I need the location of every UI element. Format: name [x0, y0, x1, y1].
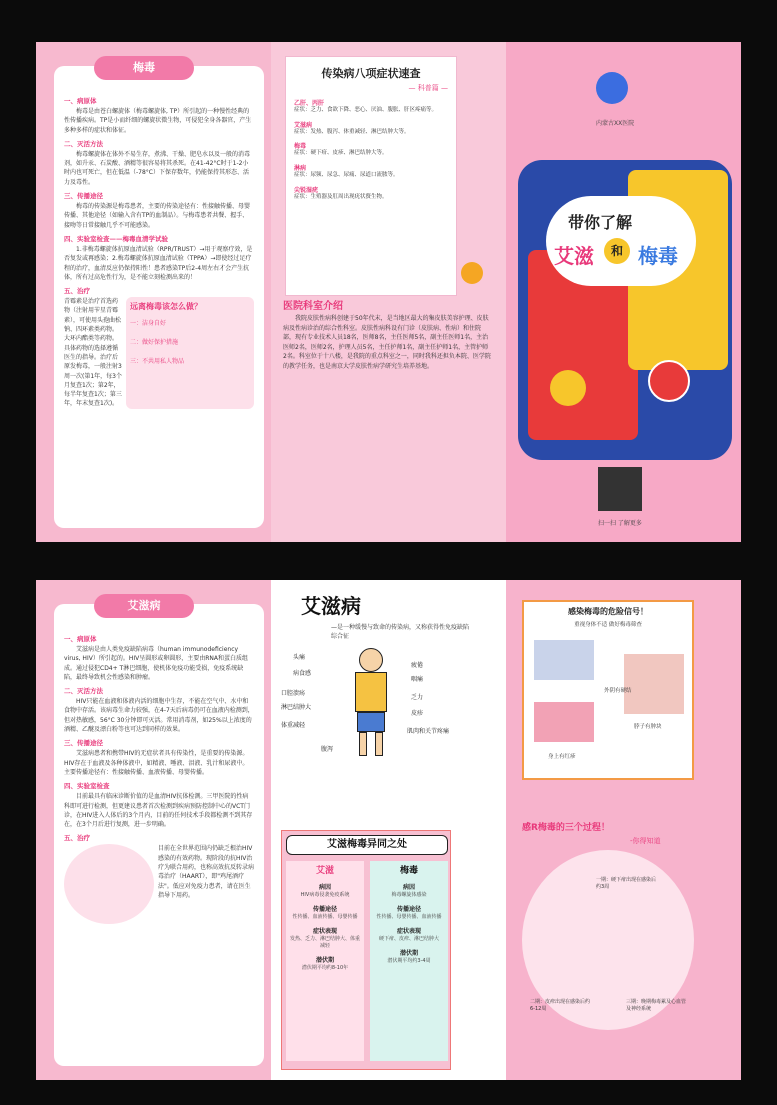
row-value: 硬下疳、皮疹、淋巴结肿大	[378, 936, 439, 942]
comparison-title: 艾滋梅毒异同之处	[286, 835, 448, 855]
hospital-intro-text: 我院皮肤性病科创建于50年代末，是当地区最大的集皮肤美容护理、皮肤病及性病诊治的综合性科室。皮肤性病科设有门诊（皮肤病、性病）和住院部，现有专业技术人员18名，医师8名，主任医师5名，副主任医师1名，主治医师2名，医师2名，护理人员5名，主任护师1名，副主任护师1名，主管护师2名。科室位于十八楼，是我院的重点科室之一，同时我科还担负本院、医学院的教学任务，也是南京大学皮肤性病学研究生培养基地。	[283, 315, 491, 370]
panel-cover	[506, 42, 741, 542]
panel-danger-signals	[506, 580, 741, 1080]
symptom-caption: 脖子有肿块	[634, 724, 662, 730]
cover-illustration	[518, 160, 732, 460]
hospital-logo-icon	[596, 72, 628, 104]
symptom-caption: 身上有红疹	[548, 754, 576, 760]
symptom-label: 皮疹	[411, 710, 424, 717]
row-heading: 传播途径	[396, 906, 421, 913]
symptom-label: 乏力	[411, 694, 424, 701]
brochure-inside	[36, 580, 742, 1080]
quick-subtitle: — 科普篇 —	[408, 84, 448, 92]
syphilis-tag: 梅毒	[94, 56, 194, 80]
qr-code	[598, 467, 642, 511]
row-value: 潜伏期平均约3-4周	[387, 958, 431, 964]
aids-tag: 艾滋病	[94, 594, 194, 618]
quick-title: 传染病八项症状速查	[321, 67, 421, 80]
stage-text: 三期：晚期梅毒累及心血管及神经系统	[626, 999, 687, 1012]
section-text: 青霉素是治疗首选药物（注射用苄星青霉素），可使用头孢曲松钠、四环素类药物。大环内酯类等药物。具体药物的选择遵循医生的指导。治疗后原发梅毒，一般注射3周一次(第1年，每3个月复查1次；第2年，每半年复查1次；第三年，年末复查1次)。	[64, 298, 122, 408]
section-text: 梅毒是由苍白螺旋体（梅毒螺旋体, TP）所引起的一种慢性经典的性传播疾病。TP是小而纤细的螺旋状微生物，可侵犯全身各器官，产生多种多样的症状和体征。	[64, 108, 252, 134]
stage-text: 二期：皮疹出现在感染后约6-12周	[530, 999, 591, 1012]
symptom-label: 肌肉和关节疼痛	[407, 728, 450, 735]
prevention-title: 远离梅毒该怎么做？	[130, 302, 202, 312]
quick-item-heading: 淋病	[294, 165, 307, 173]
row-heading: 病因	[318, 884, 331, 891]
danger-subtitle: 重视身体不适 做好梅毒筛查	[574, 622, 642, 628]
aids-column	[286, 861, 364, 1061]
danger-title: 感染梅毒的危险信号！	[568, 607, 648, 616]
section-text: 目前在全世界范围内仍缺乏根治HIV感染的有效药物。现阶段的抗HIV治疗为联合用药，也称高效抗反转录病毒治疗（HAART），即"鸡尾酒疗法"。低应对免疫力患者，请在医生指导下用药。	[158, 845, 255, 899]
section-text: 1.非梅毒螺旋体抗原血清试验（RPR/TRUST）→用于观察疗效，是否复发或再感染；2.梅毒螺旋体抗原血清试验（TPPA）→即使经过足疗程的治疗，血清反应仍保持阳性！患者感染TP后2-4周左右才会产生抗体，所有过高危性行为，是不能立刻检测出来的！	[64, 245, 253, 281]
quick-item-text: 症状：发热、腹泻、体重减轻、淋巴结肿大等。	[294, 128, 410, 135]
section-text: HIV只能在血液和体液内活的细胞中生存，不能在空气中、水中和食物中存活。该病毒生命力较强，在4-7天后病毒仍可在血液内检测到，但对热敏感，56°C 30分钟即可灭活。常用消毒剂，如25%以上浓度的酒精、乙醚及漂白粉等也可达到同样的效果。	[64, 698, 254, 734]
section-heading: 五、治疗	[64, 834, 90, 843]
section-heading: 三、传播途径	[64, 739, 103, 748]
prevention-item: 三：不共用私人物品	[130, 358, 185, 366]
row-heading: 症状表现	[312, 928, 337, 935]
section-text: 梅毒螺旋体在体外不易生存，煮沸、干燥、肥皂水以及一般的消毒剂，如升汞、石炭酸、酒精等很容易将其杀死。在41-42°C时于1-2小时内也可死亡，但在低温（-78°C）下保存数年，仍能保持其形态、活力及毒性。	[64, 150, 251, 186]
danger-card	[522, 600, 694, 780]
section-text: 艾滋病是由人类免疫缺陷病毒（human immunodeficiency virus, HIV）所引起的。HIV呈圆形或卵圆形，主要由RNA和蛋白质组成。通过侵犯CD4+ T淋巴细胞，使机体免疫功能受损，免疫系统缺陷，最终导致机会性感染和肿瘤。	[64, 646, 248, 681]
row-heading: 传播途径	[312, 906, 337, 913]
symptom-photo	[534, 640, 594, 680]
section-text: 艾滋病患者和携带HIV的无症状者具有传染性，是重要的传染源。HIV存在于血液及各种体液中，如精液、唾液、泪液、乳汁和尿液中。主要传播途径有：性接触传播、血液传播、母婴传播。	[64, 750, 249, 776]
hospital-intro-title: 医院科室介绍	[283, 301, 343, 312]
row-heading: 潜伏期	[315, 957, 334, 964]
panel-aids-symptoms	[271, 580, 506, 1080]
panel-aids	[36, 580, 271, 1080]
doctor-illustration	[64, 844, 154, 924]
syphilis-card	[54, 66, 264, 528]
row-heading: 症状表现	[396, 928, 421, 935]
section-heading: 五、治疗	[64, 287, 90, 296]
three-stages-subtitle: -你得知道	[630, 837, 661, 845]
column-name: 艾滋	[315, 866, 334, 876]
quick-item-heading: 艾滋病	[294, 121, 313, 129]
syphilis-column	[370, 861, 448, 1061]
quick-item-heading: 梅毒	[294, 143, 307, 151]
quick-item-heading: 尖锐湿疣	[294, 186, 319, 194]
quick-item-heading: 乙肝、丙肝	[294, 100, 325, 107]
row-heading: 潜伏期	[399, 950, 418, 957]
aids-main-title: 艾滋病	[301, 594, 361, 618]
megaphone-icon	[461, 262, 483, 284]
symptom-label: 头痛	[293, 654, 306, 661]
quick-item-text: 症状：尿频、尿急、尿痛、尿道口流脓等。	[294, 172, 399, 179]
symptom-label: 咽痛	[411, 676, 424, 683]
row-value: 性传播、血液传播、母婴传播	[292, 914, 358, 920]
stage-text: 一期：硬下疳出现在感染后约3周	[596, 877, 657, 890]
row-heading: 病因	[402, 884, 415, 891]
quick-item-text: 症状：乏力、食欲下降、恶心、厌油、腹胀、肝区疼痛等。	[294, 107, 438, 113]
symptom-label: 淋巴结肿大	[281, 704, 312, 711]
symptom-label: 腹泻	[321, 746, 334, 753]
section-heading: 二、灭活方法	[64, 687, 103, 696]
prevention-item: 一：洁身自好	[130, 320, 167, 328]
section-heading: 一、病原体	[64, 97, 97, 105]
cover-title-line1: 带你了解	[568, 213, 633, 232]
section-heading: 三、传播途径	[64, 192, 103, 201]
symptom-photo	[624, 654, 684, 714]
quick-item-text: 症状：硬下疳、皮疹、淋巴结肿大等。	[294, 150, 388, 157]
quick-reference-card	[285, 56, 457, 296]
row-value: 性传播、母婴传播、血液传播	[376, 914, 442, 920]
section-heading: 二、灭活方法	[64, 139, 103, 148]
row-value: 发热、乏力、淋巴结肿大、体重减轻	[289, 936, 360, 949]
symptom-label: 口腔溃疡	[281, 690, 306, 697]
section-heading: 四、实验室检查——梅毒血清学试验	[64, 234, 168, 243]
section-heading: 一、病原体	[64, 635, 97, 643]
section-heading: 四、实验室检查	[64, 782, 110, 791]
column-name: 梅毒	[399, 866, 418, 876]
cover-title-syphilis: 梅毒	[638, 244, 678, 268]
quick-item-text: 症状：生殖器及肛周出现疣状赘生物。	[294, 193, 388, 200]
symptom-photo	[534, 702, 594, 742]
symptom-label: 疲倦	[411, 662, 424, 669]
prevention-box	[126, 297, 254, 409]
cover-title-and: 和	[604, 238, 630, 264]
aids-card	[54, 604, 264, 1066]
panel-syphilis	[36, 42, 271, 542]
three-stages-title: 感R梅毒的三个过程！	[522, 823, 610, 833]
symptom-label: 体重减轻	[281, 722, 306, 729]
qr-caption: 扫一扫 了解更多	[598, 520, 642, 527]
symptom-label: 病食感	[293, 670, 312, 677]
section-text: 梅毒的传染源是梅毒患者，主要的传染途径有：性接触传播、母婴传播、其他途径（如输入含有TP的血制品）。与梅毒患者共餐、握手、接吻等日常接触几乎不可能感染。	[64, 203, 251, 229]
aids-subtitle: —是一种缓慢与致命的传染病，又称获得性免疫缺陷综合征	[331, 624, 470, 640]
row-value: 潜伏期平均约8-10年	[301, 965, 349, 971]
body-figure-icon	[351, 648, 391, 758]
virus-icon	[550, 370, 586, 406]
brochure-outside	[36, 42, 742, 542]
row-value: 梅毒螺旋体感染	[391, 892, 427, 898]
panel-quick-reference	[271, 42, 506, 542]
hospital-name: 内蒙古XX医院	[596, 120, 635, 127]
symptom-caption: 外阴有硬结	[604, 688, 632, 694]
cover-title-aids: 艾滋	[554, 244, 594, 268]
prevention-item: 二：做好保护措施	[130, 339, 179, 347]
section-text: 目前最具有临床诊断价值的是血清HIV抗体检测。三甲医院的性病科即可进行检测，但更建议患者首次检测到疾病预防控制中心的VCT门诊，在HIV进入人体后的3个月内，目前的任何技术手段都检测不到其存在，在3个月后进行复测，进一步明确。	[64, 793, 253, 829]
row-value: HIV病毒侵袭免疫系统	[300, 892, 350, 898]
comparison-card	[281, 830, 451, 1070]
virus-icon	[648, 360, 690, 402]
